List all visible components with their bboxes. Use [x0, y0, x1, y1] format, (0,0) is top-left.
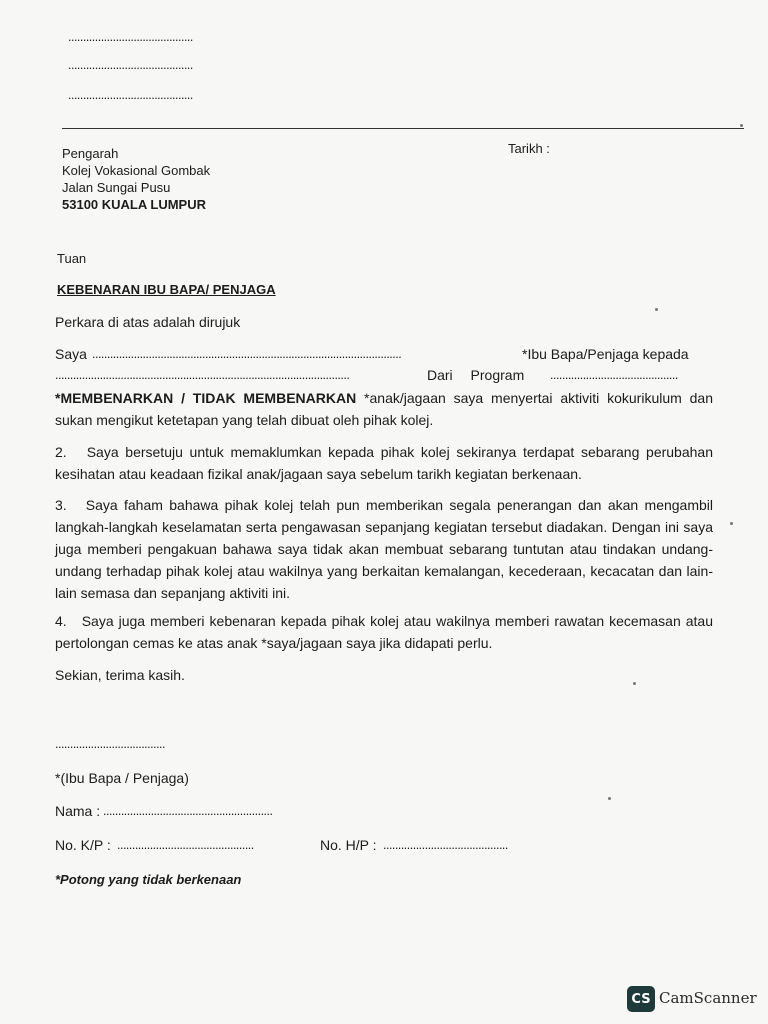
- recipient-line-4: 53100 KUALA LUMPUR: [62, 197, 206, 212]
- paragraph-4: [55, 610, 713, 654]
- paragraph-1: [55, 387, 713, 431]
- scan-speck: [740, 124, 743, 127]
- child-name-dots: ...................................................................................................: [55, 368, 350, 382]
- paragraph-1-text: *anak/jagaan saya menyertai aktiviti kokurikulum dan sukan mengikut ketetapan yang telah dibuat oleh pihak kolej.: [55, 390, 714, 428]
- paragraph-3-text: Saya faham bahawa pihak kolej telah pun memberikan segala penerangan dan akan mengambil langkah-langkah keselamatan serta pengawasan sepanjang kegiatan tersebut diadakan. Dengan ini saya juga memberi pengakuan bahawa saya tidak akan membuat sebarang tuntutan atau tindakan undang-undang terhadap pihak kolej atau wakilnya yang berkaitan kemalangan, kecederaan, kecacatan dan lain-lain semasa dan sepanjang aktiviti ini.: [55, 497, 714, 601]
- scan-speck: [633, 682, 636, 685]
- tarikh-label: Tarikh :: [508, 141, 550, 156]
- paragraph-2-number: 2.: [55, 444, 67, 460]
- dari-program-label: Dari Program: [427, 367, 525, 383]
- paragraph-4-number: 4.: [55, 613, 67, 629]
- camscanner-watermark: CamScanner: [659, 989, 757, 1007]
- hp-label: No. H/P :: [320, 837, 377, 853]
- permission-choice: *MEMBENARKAN / TIDAK MEMBENARKAN: [55, 390, 357, 406]
- header-dotted-line-1: ..........................................: [68, 30, 193, 44]
- nama-label: Nama :: [55, 803, 101, 819]
- paragraph-4-text: Saya juga memberi kebenaran kepada pihak kolej atau wakilnya memberi rawatan kecemasan atau pertolongan cemas ke atas anak *saya/jagaan saya jika didapati perlu.: [55, 613, 713, 651]
- recipient-line-1: Pengarah: [62, 146, 119, 161]
- recipient-line-2: Kolej Vokasional Gombak: [62, 163, 211, 178]
- header-dotted-line-3: ..........................................: [68, 88, 193, 102]
- camscanner-logo-icon: CS: [627, 986, 655, 1012]
- paragraph-2: [55, 441, 713, 485]
- saya-name-dots: ........................................................................................................: [92, 347, 402, 361]
- reference-line: Perkara di atas adalah dirujuk: [55, 314, 241, 330]
- signature-dots: .....................................: [55, 737, 165, 751]
- program-dots: ...........................................: [550, 368, 678, 382]
- closing-line: Sekian, terima kasih.: [55, 667, 185, 683]
- subject-title: KEBENARAN IBU BAPA/ PENJAGA: [57, 282, 276, 297]
- recipient-line-3: Jalan Sungai Pusu: [62, 180, 171, 195]
- kp-dots: ..............................................: [117, 838, 254, 852]
- salutation: Tuan: [57, 251, 87, 266]
- header-divider: [62, 128, 744, 129]
- header-dotted-line-2: ..........................................: [68, 58, 193, 72]
- scan-speck: [730, 522, 733, 525]
- saya-line-rest: *Ibu Bapa/Penjaga kepada: [522, 346, 689, 362]
- footnote: *Potong yang tidak berkenaan: [55, 872, 242, 887]
- scan-speck: [608, 797, 611, 800]
- scan-speck: [655, 308, 658, 311]
- hp-dots: ..........................................: [383, 838, 508, 852]
- signature-role: *(Ibu Bapa / Penjaga): [55, 770, 189, 786]
- saya-label: Saya: [55, 346, 87, 362]
- kp-label: No. K/P :: [55, 837, 111, 853]
- nama-dots: .........................................................: [103, 804, 273, 818]
- paragraph-3: [55, 494, 713, 604]
- paragraph-3-number: 3.: [55, 497, 67, 513]
- paragraph-2-text: Saya bersetuju untuk memaklumkan kepada pihak kolej sekiranya terdapat sebarang perubahan kesihatan atau keadaan fizikal anak/jagaan saya sebelum tarikh kegiatan berkenaan.: [55, 444, 713, 482]
